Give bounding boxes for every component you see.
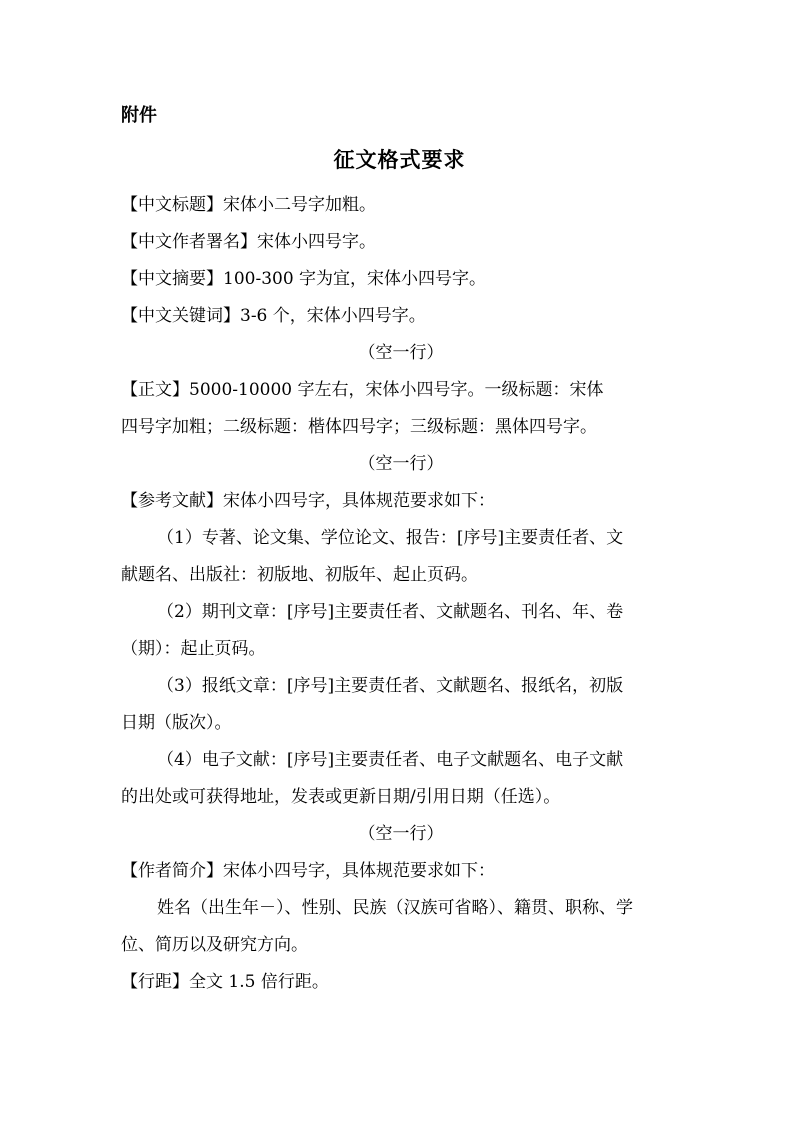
paragraph-body-format (121, 372, 681, 446)
paragraph-ref-2 (121, 594, 681, 668)
line-text: （1）专著、论文集、学位论文、报告：[序号]主要责任者、文 (157, 528, 624, 548)
paragraph-ref-1 (121, 520, 681, 594)
line-cn-title (121, 187, 681, 224)
line-author-bio (121, 853, 681, 890)
line-text: （期）：起止页码。 (121, 639, 266, 659)
line-references (121, 483, 681, 520)
line-text: 【参考文献】宋体小四号字，具体规范要求如下： (121, 491, 495, 511)
line-text: 日期（版次）。 (121, 713, 232, 733)
blank-line-note: （空一行） (358, 454, 444, 474)
paragraph-ref-3 (121, 668, 681, 742)
line-text: 姓名（出生年－）、性别、民族（汉族可省略）、籍贯、职称、学 (157, 898, 633, 918)
attachment-label: 附件 (121, 105, 157, 126)
line-text: 【中文作者署名】宋体小四号字。 (121, 232, 376, 252)
line-text: 【行距】全文 1.5 倍行距。 (121, 972, 329, 992)
line-text: （4）电子文献：[序号]主要责任者、电子文献题名、电子文献 (157, 750, 624, 770)
line-text: 【中文关键词】3-6 个，宋体小四号字。 (121, 306, 426, 326)
line-text: 四号字加粗；二级标题：楷体四号字；三级标题：黑体四号字。 (121, 417, 597, 437)
line-cn-keywords (121, 298, 681, 335)
blank-line-note: （空一行） (358, 824, 444, 844)
line-text: 【作者简介】宋体小四号字，具体规范要求如下： (121, 861, 495, 881)
line-text: 【中文标题】宋体小二号字加粗。 (121, 195, 376, 215)
line-cn-abstract (121, 261, 681, 298)
line-text: 的出处或可获得地址，发表或更新日期/引用日期（任选）。 (121, 787, 561, 807)
paragraph-bio-details (121, 890, 681, 964)
line-cn-author (121, 224, 681, 261)
line-line-spacing (121, 964, 681, 1001)
line-text: （3）报纸文章：[序号]主要责任者、文献题名、报纸名，初版 (157, 676, 624, 696)
document-body (121, 187, 681, 1001)
blank-line-note: （空一行） (358, 343, 444, 363)
line-text: 献题名、出版社：初版地、初版年、起止页码。 (121, 565, 478, 585)
line-text: 【中文摘要】100-300 字为宜，宋体小四号字。 (121, 269, 487, 289)
line-text: 位、简历以及研究方向。 (121, 935, 308, 955)
line-text: 【正文】5000-10000 字左右，宋体小四号字。一级标题：宋体 (121, 380, 604, 400)
page-title: 征文格式要求 (333, 148, 466, 172)
paragraph-ref-4 (121, 742, 681, 816)
line-text: （2）期刊文章：[序号]主要责任者、文献题名、刊名、年、卷 (157, 602, 624, 622)
